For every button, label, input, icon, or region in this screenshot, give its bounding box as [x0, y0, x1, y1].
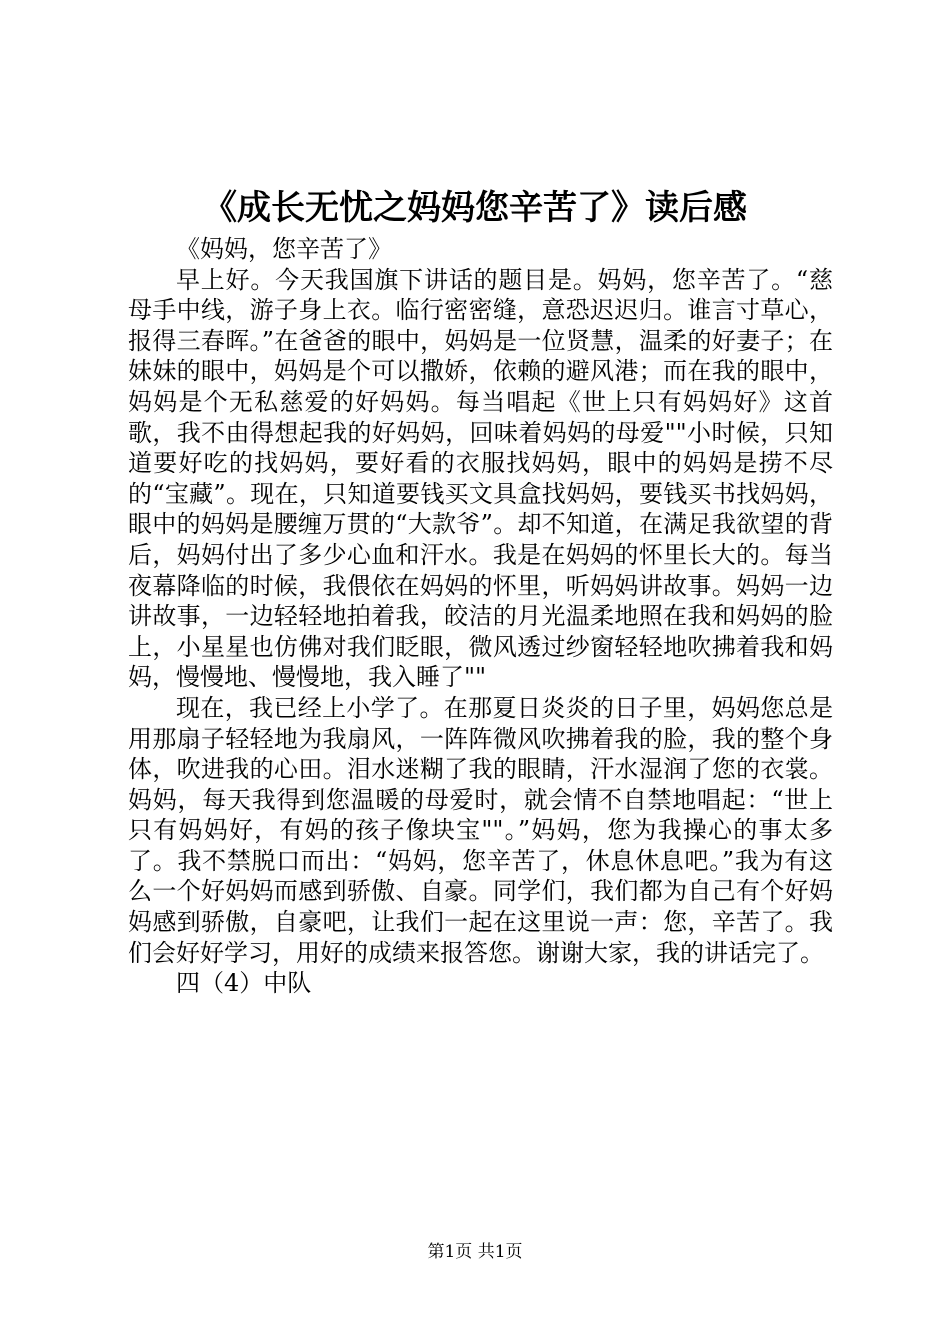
- document-body: [128, 234, 833, 999]
- paragraph-2: 现在，我已经上小学了。在那夏日炎炎的日子里，妈妈您总是用那扇子轻轻地为我扇风，一阵阵微风吹拂着我的脸，我的整个身体，吹进我的心田。泪水迷糊了我的眼睛，汗水湿润了您的衣裳。妈妈，每天我得到您温暖的母爱时，就会情不自禁地唱起：“世上只有妈妈好，有妈的孩子像块宝""。”妈妈，您为我操心的事太多了。我不禁脱口而出：“妈妈，您辛苦了，休息休息吧。”我为有这么一个好妈妈而感到骄傲、自豪。同学们，我们都为自己有个好妈妈感到骄傲，自豪吧，让我们一起在这里说一声：您，辛苦了。我们会好好学习，用好的成绩来报答您。谢谢大家，我的讲话完了。: [128, 693, 833, 967]
- paragraph-1: 早上好。今天我国旗下讲话的题目是。妈妈，您辛苦了。“慈母手中线，游子身上衣。临行密密缝，意恐迟迟归。谁言寸草心，报得三春晖。”在爸爸的眼中，妈妈是一位贤慧，温柔的好妻子；在妹妹的眼中，妈妈是个可以撒娇，依赖的避风港；而在我的眼中，妈妈是个无私慈爱的好妈妈。每当唱起《世上只有妈妈好》这首歌，我不由得想起我的好妈妈，回味着妈妈的母爱""小时候，只知道要好吃的找妈妈，要好看的衣服找妈妈，眼中的妈妈是捞不尽的“宝藏”。现在，只知道要钱买文具盒找妈妈，要钱买书找妈妈，眼中的妈妈是腰缠万贯的“大款爷”。却不知道，在满足我欲望的背后，妈妈付出了多少心血和汗水。我是在妈妈的怀里长大的。每当夜幕降临的时候，我偎依在妈妈的怀里，听妈妈讲故事。妈妈一边讲故事，一边轻轻地拍着我，皎洁的月光温柔地照在我和妈妈的脸上，小星星也仿佛对我们眨眼，微风透过纱窗轻轻地吹拂着我和妈妈，慢慢地、慢慢地，我入睡了"": [128, 265, 833, 692]
- document-title: 《成长无忧之妈妈您辛苦了》读后感: [203, 188, 747, 228]
- paragraph-signature: 四（4）中队: [176, 969, 312, 998]
- page-footer: 第1页 共1页: [427, 1242, 523, 1262]
- paragraph-subtitle: 《妈妈，您辛苦了》: [176, 235, 392, 263]
